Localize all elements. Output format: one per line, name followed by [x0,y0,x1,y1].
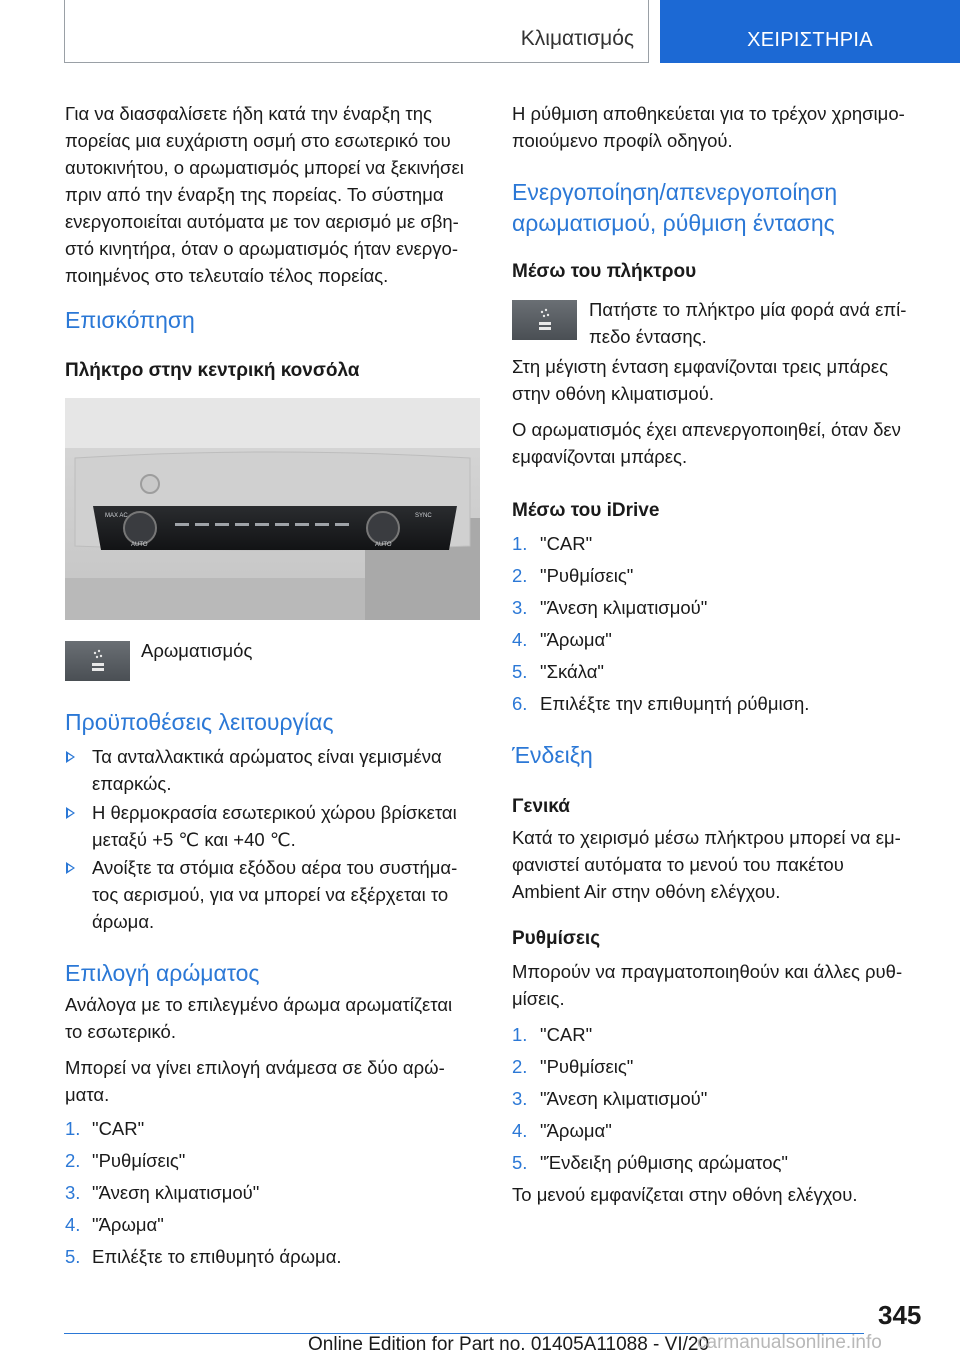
header-manual-tab [660,0,960,63]
step-text: "Σκάλα" [540,661,604,682]
general-heading: Γενικά [512,796,570,817]
text-line: Για να διασφαλίσετε ήδη κατά την έναρξη της [65,103,432,124]
manual-label: ΧΕΙΡΙΣΤΗΡΙΑ [747,29,873,51]
text-line: Ambient Air στην οθόνη ελέγχου. [512,881,781,902]
general-text [512,824,932,905]
heading-line: Ενεργοποίηση/απενεργοποίηση [512,179,838,205]
step-text: "Άρωμα" [540,1120,612,1141]
step-number: 4. [512,629,528,650]
text-line: Πατήστε το πλήκτρο μία φορά ανά επί- [589,299,907,320]
text-line: ποιημένος στο τελευταίο τέλος πορείας. [65,265,389,286]
text-line: πεδο έντασης. [589,326,707,347]
onoff-heading [512,177,837,239]
text-line: στην οθόνη κλιματισμού. [512,383,714,404]
step-text: "Άνεση κλιματισμού" [540,1088,708,1109]
text-line: Ανοίξτε τα στόμια εξόδου αέρα του συστήμα- [92,857,458,878]
step-number: 2. [65,1150,81,1171]
text-line: Κατά το χειρισμό μέσω πλήκτρου μπορεί να εμ- [512,827,901,848]
text-line: Ανάλογα με το επιλεγμένο άρωμα αρωματίζεται [65,994,453,1015]
closing-text: Το μενού εμφανίζεται στην οθόνη ελέγχου. [512,1184,858,1205]
step-number: 1. [65,1118,81,1139]
photo-label: MAX AC [105,513,128,519]
left-intro [65,100,485,289]
step-text: "Ρυθμίσεις" [92,1150,186,1171]
step-text: "CAR" [540,533,593,554]
photo-label: AUTO [131,542,148,548]
text-line: επαρκώς. [92,773,172,794]
step-number: 3. [65,1182,81,1203]
step-number: 4. [65,1214,81,1235]
settings-heading: Ρυθμίσεις [512,928,601,949]
step-number: 6. [512,693,528,714]
text-line: Η ρύθμιση αποθηκεύεται για το τρέχον χρησιμο- [512,103,905,124]
bullet-item [92,799,457,853]
text-line: ματα. [65,1084,110,1105]
text-line: το εσωτερικό. [65,1021,176,1042]
text-line: Μπορούν να πραγματοποιηθούν και άλλες ρυθ- [512,961,903,982]
intensity-text [512,353,932,470]
text-line: αυτοκινήτου, ο αρωματισμός μπορεί να ξεκινήσει [65,157,464,178]
display-heading: Ένδειξη [512,742,593,768]
settings-text [512,958,932,1012]
step-text: "CAR" [92,1118,145,1139]
bullet-marker [66,862,75,874]
bullet-item [92,743,442,797]
step-number: 1. [512,533,528,554]
heading-line: αρωματισμού, ρύθμιση έντασης [512,210,835,236]
text-line: φανιστεί αυτόματα το μενού του πακέτου [512,854,844,875]
text-line: άρωμα. [92,911,155,932]
step-number: 5. [512,1152,528,1173]
step-text: "Άρωμα" [92,1214,164,1235]
text-line: Ο αρωματισμός έχει απενεργοποιηθεί, όταν δεν [512,419,901,440]
step-number: 3. [512,1088,528,1109]
text-line: πριν από την έναρξη της πορείας. Το σύστημα [65,184,444,205]
text-line: τος αερισμού, για να μπορεί να εξέρχεται το [92,884,449,905]
step-text: "Ρυθμίσεις" [540,1056,634,1077]
section-title: Κλιματισμός [520,27,634,50]
step-text: "Άρωμα" [540,629,612,650]
step-text: "CAR" [540,1024,593,1045]
text-line: Η θερμοκρασία εσωτερικού χώρου βρίσκεται [92,802,457,823]
step-text: "Ρυθμίσεις" [540,565,634,586]
bullet-item [92,854,457,935]
step-number: 5. [512,661,528,682]
text-line: μεταξύ +5 ℃ και +40 ℃. [92,829,296,850]
console-photo-illustration [65,398,480,620]
text-line: ενεργοποιείται αυτόματα με τον αερισμό με σβη- [65,211,459,232]
photo-label: AUTO [375,542,392,548]
step-number: 2. [512,565,528,586]
overview-heading: Επισκόπηση [65,307,195,333]
bullet-marker [66,807,75,819]
fragrance-button-icon [512,300,577,340]
watermark: carmanualsonline.info [697,1332,882,1353]
text-line: ποιούμενο προφίλ οδηγού. [512,130,733,151]
step-text: Επιλέξτε το επιθυμητό άρωμα. [92,1246,342,1267]
step-number: 3. [512,597,528,618]
console-photo [65,398,480,620]
step-text: "Άνεση κλιματισμού" [92,1182,260,1203]
text-line: πορείας μια ευχάριστη οσμή στο εσωτερικό του [65,130,451,151]
via-button-heading: Μέσω του πλήκτρου [512,261,697,282]
right-intro [512,100,932,154]
step-number: 4. [512,1120,528,1141]
page-number: 345 [878,1300,922,1330]
step-number: 5. [65,1246,81,1267]
text-line: εμφανίζονται μπάρες. [512,446,688,467]
step-number: 2. [512,1056,528,1077]
via-idrive-heading: Μέσω του iDrive [512,500,660,521]
photo-caption: Αρωματισμός [141,640,253,661]
step-number: 1. [512,1024,528,1045]
select-text [65,991,485,1108]
text-line: στό κινητήρα, όταν ο αρωματισμός ήταν ενεργο- [65,238,458,259]
header-section-box [64,0,649,63]
text-line: Μπορεί να γίνει επιλογή ανάμεσα σε δύο αρώ- [65,1057,445,1078]
bullet-marker [66,751,75,763]
text-line: Τα ανταλλακτικά αρώματος είναι γεμισμένα [92,746,442,767]
step-text: Επιλέξτε την επιθυμητή ρύθμιση. [540,693,810,714]
text-line: Στη μέγιστη ένταση εμφανίζονται τρεις μπάρες [512,356,888,377]
prereq-heading: Προϋποθέσεις λειτουργίας [65,709,334,735]
console-heading: Πλήκτρο στην κεντρική κονσόλα [65,360,360,381]
step-text: "Ένδειξη ρύθμισης αρώματος" [540,1152,788,1173]
select-heading: Επιλογή αρώματος [65,960,260,986]
step-text: "Άνεση κλιματισμού" [540,597,708,618]
button-text [589,296,906,350]
photo-label: SYNC [415,513,432,519]
text-line: μίσεις. [512,988,565,1009]
fragrance-button-icon [65,641,130,681]
footer-edition: Online Edition for Part no. 01405A11088 - VI/20 [308,1334,710,1355]
